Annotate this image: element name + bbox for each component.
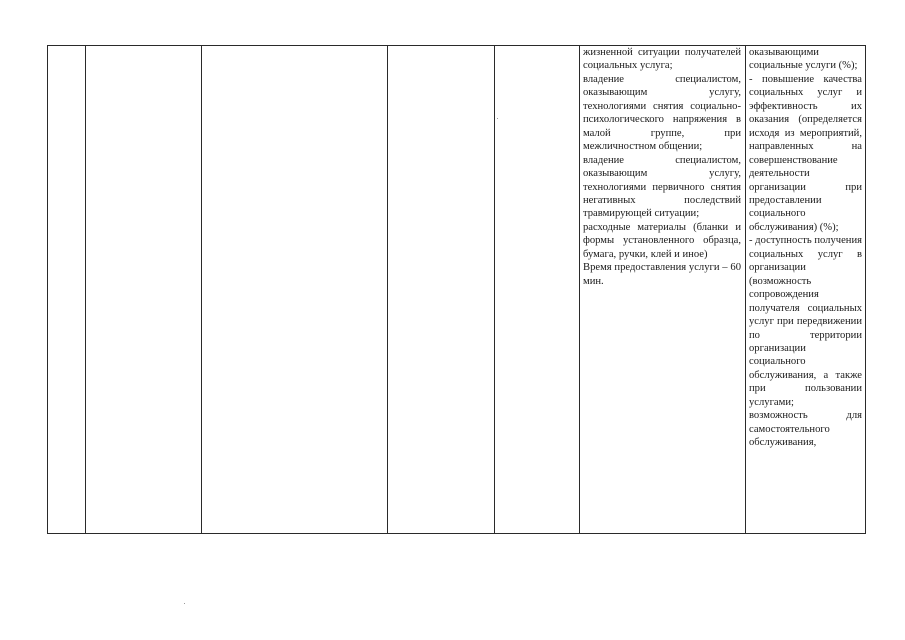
service-standard-paragraph: расходные материалы (бланки и формы установленного образца, бумага, ручки, клей и иное) [583, 221, 741, 260]
service-standard-paragraph: жизненной ситуации получателей социальных услуга; [583, 47, 741, 72]
column-divider-1 [85, 45, 86, 534]
column-divider-5 [579, 45, 580, 534]
service-standard-paragraph: владение специалистом, оказывающим услугу, технологиями снятия социально-психологического напряжения в малой группе, при межличностном общении; [583, 73, 741, 153]
quality-indicators-cell [749, 46, 862, 450]
service-standard-paragraph: владение специалистом, оказывающим услугу, технологиями первичного снятия негативных последствий травмирующей ситуации; [583, 154, 741, 220]
column-divider-6 [745, 45, 746, 534]
quality-indicator-paragraph: - повышение качества социальных услуг и эффективность их оказания (определяется исходя из мероприятий, направленных на совершенствование деятельности организации при предоставлении социального обслуживания) (%); [749, 73, 862, 233]
scan-speck [184, 603, 185, 604]
scan-speck [497, 118, 498, 119]
column-divider-4 [494, 45, 495, 534]
quality-indicator-paragraph: оказывающими социальные услуги (%); [749, 47, 858, 72]
column-divider-2 [201, 45, 202, 534]
service-duration: Время предоставления услуги – 60 мин. [583, 262, 741, 287]
column-divider-3 [387, 45, 388, 534]
quality-indicator-paragraph: возможность для самостоятельного обслуживания, [749, 410, 862, 449]
services-table [47, 45, 866, 534]
quality-indicator-paragraph: - доступность получения социальных услуг в организации (возможность сопровождения получателя социальных услуг при передвижении по территории организации социального обслуживания, а также при пользовании услугами; [749, 235, 862, 408]
service-standard-cell [583, 46, 741, 288]
